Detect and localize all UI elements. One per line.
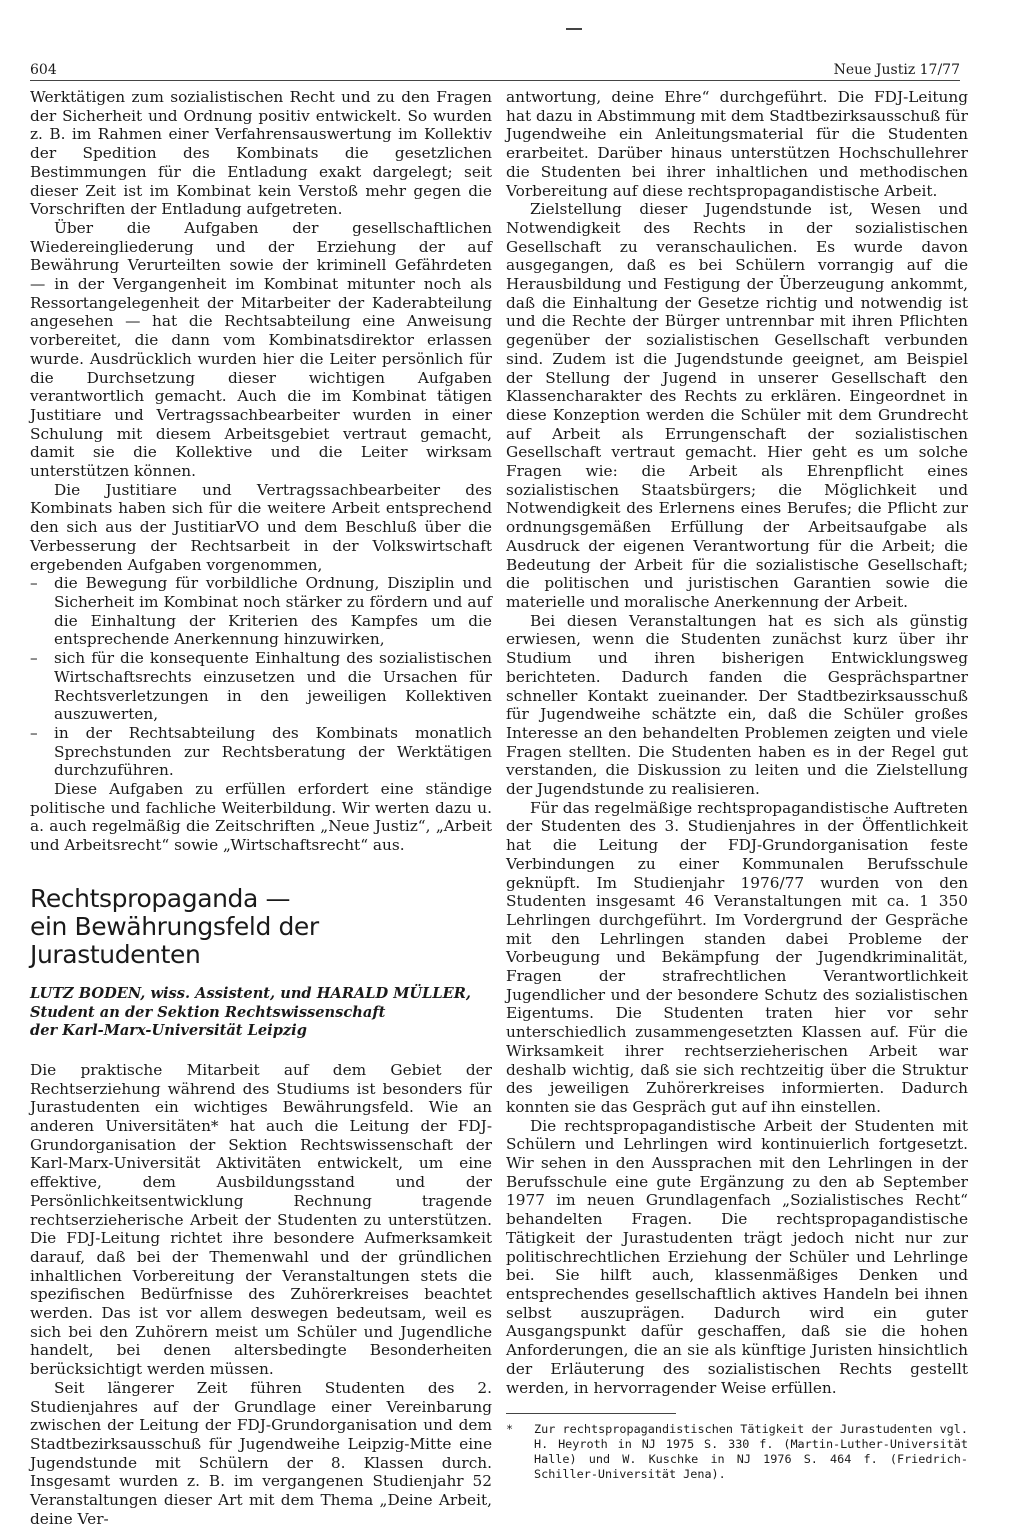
footnote [506,1422,968,1482]
footnote-rule [506,1413,676,1414]
page-header [30,62,960,82]
page-number: 604 [30,62,57,78]
paragraph: Zielstellung dieser Jugendstunde ist, Wesen und Notwendigkeit des Rechts in der sozialistischen Gesellschaft zu veranschaulichen. Es wurde davon ausgegangen, daß es bei Schülern vorrangig auf die Herausbildung und Festigung der Überzeugung ankommt, daß die Einhaltung der Gesetze richtig und notwendig ist und die Rechte der Bürger untrennbar mit ihren Pflichten gegenüber der sozialistischen Gesellschaft verbunden sind. Zudem ist die Jugendstunde geeignet, am Beispiel der Stellung der Jugend in unserer Gesellschaft den Klassencharakter des Rechts zu erklären. Eingeordnet in diese Konzeption werden die Schüler mit dem Grundrecht auf Arbeit als Errungenschaft der sozialistischen Gesellschaft vertraut gemacht. Hier geht es um solche Fragen wie: die Arbeit als Ehrenpflicht eines sozialistischen Staatsbürgers; die Möglichkeit und Notwendigkeit des Erlernens eines Berufes; die Pflicht zur ordnungsgemäßen Erfüllung der Arbeitsaufgabe als Ausdruck der eigenen Verantwortung für die Arbeit; die Bedeutung der Arbeit für die sozialistische Gesellschaft; die politischen und juristischen Garantien sowie die materielle und moralische Anerkennung der Arbeit. [506,200,968,611]
list-item-text: in der Rechtsabteilung des Kombinats monatlich Sprechstunden zur Rechtsberatung der Werktätigen durchzuführen. [54,723,492,780]
footnote-marker: * [506,1422,514,1437]
author-byline [30,985,492,1041]
list-item-text: die Bewegung für vorbildliche Ordnung, Disziplin und Sicherheit im Kombinat noch stärker zu fördern und auf die Einhaltung der Kriterien des Kampfes um die entsprechende Anerkennung hinzuwirken, [54,574,492,649]
paragraph: antwortung, deine Ehre“ durchgeführt. Die FDJ-Leitung hat dazu in Abstimmung mit dem Stadtbezirksausschuß für Jugendweihe ein Anleitungsmaterial für die Studenten erarbeitet. Darüber hinaus unterstützen Hochschullehrer die Studenten bei ihrer inhaltlichen und methodischen Vorbereitung auf diese rechtspropagandistische Arbeit. [506,88,968,200]
paragraph: Diese Aufgaben zu erfüllen erfordert eine ständige politische und fachliche Weiterbildung. Wir werten dazu u. a. auch regelmäßig die Zeitschriften „Neue Justiz“, „Arbeit und Arbeitsrecht“ sowie „Wirtschaftsrecht“ aus. [30,780,492,855]
list-item-text: sich für die konsequente Einhaltung des sozialistischen Wirtschaftsrechts einzusetzen und die Ursachen für Rechtsverletzungen in den jeweiligen Kollektiven auszuwerten, [54,649,492,724]
dash-bullet: – [30,723,38,742]
left-column [30,88,492,1529]
byline-line: Student an der Sektion Rechtswissenschaft [30,1003,386,1021]
article-headline [30,885,492,969]
paragraph: Bei diesen Veranstaltungen hat es sich als günstig erwiesen, wenn die Studenten zunächst kurz über ihr Studium und ihren bisherigen Entwicklungsweg berichteten. Dadurch fanden die Gesprächspartner schneller Kontakt zueinander. Der Stadtbezirksausschuß für Jugendweihe schätzte ein, daß die Schüler großes Interesse an den behandelten Problemen zeigten und viele Fragen stellten. Die Studenten haben es in der Regel gut verstanden, die Diskussion zu leiten und die Zielstellung der Jugendstunde zu realisieren. [506,611,968,799]
paragraph: Die Justitiare und Vertragssachbearbeiter des Kombinats haben sich für die weitere Arbeit entsprechend den sich aus der JustitiarVO und dem Beschluß über die Verbesserung der Rechtsarbeit in der Volkswirtschaft ergebenden Aufgaben vorgenommen, [30,480,492,574]
paragraph: Über die Aufgaben der gesellschaftlichen Wiedereingliederung und der Erziehung der auf Bewährung Verurteilten sowie der kriminell Gefährdeten — in der Vergangenheit im Kombinat mitunter noch als Ressortangelegenheit der Mitarbeiter der Kaderabteilung angesehen — hat die Rechtsabteilung eine Anweisung vorbereitet, die dann vom Kombinatsdirektor erlassen wurde. Ausdrücklich wurden hier die Leiter persönlich für die Durchsetzung dieser wichtigen Aufgaben verantwortlich gemacht. Auch die im Kombinat tätigen Justitiare und Vertragssachbearbeiter wurden in einer Schulung mit diesem Arbeitsgebiet vertraut gemacht, damit sie die Kollektive und die Leiter wirksam unterstützen können. [30,218,492,481]
dash-bullet: – [30,574,38,593]
journal-title: Neue Justiz 17/77 [833,62,960,78]
list-item [30,574,492,649]
headline-line: Rechtspropaganda — [30,883,291,913]
task-list [30,574,492,780]
paragraph: Für das regelmäßige rechtspropagandistische Auftreten der Studenten des 3. Studienjahres in der Öffentlichkeit hat die Leitung der FDJ-Grundorganisation feste Verbindungen zu einer Kommunalen Berufsschule geknüpft. Im Studienjahr 1976/77 wurden von den Studenten insgesamt 46 Veranstaltungen mit ca. 1 350 Lehrlingen durchgeführt. Im Vordergrund der Gespräche mit den Lehrlingen standen dabei Probleme der Vorbeugung und Bekämpfung der Jugendkriminalität, Fragen der strafrechtlichen Verantwortlichkeit Jugendlicher und der besondere Schutz des sozialistischen Eigentums. Die Studenten traten hier vor sehr unterschiedlich zusammengesetzten Klassen auf. Für die Wirksamkeit ihrer rechtserzieherischen Arbeit war deshalb wichtig, daß sie sich rechtzeitig über die Struktur des jeweiligen Zuhörerkreises informierten. Dadurch konnten sie das Gespräch gut auf ihn einstellen. [506,798,968,1116]
paragraph: Die praktische Mitarbeit auf dem Gebiet der Rechtserziehung während des Studiums ist besonders für Jurastudenten ein wichtiges Bewährungsfeld. Wie an anderen Universitäten* hat auch die Leitung der FDJ-Grundorganisation der Sektion Rechtswissenschaft der Karl-Marx-Universität Aktivitäten entwickelt, um eine effektive, dem Ausbildungsstand und der Persönlichkeitsentwicklung Rechnung tragende rechtserzieherische Arbeit der Studenten zu unterstützen. Die FDJ-Leitung richtet ihre besondere Aufmerksamkeit darauf, daß bei der Themenwahl und der gründlichen inhaltlichen Vorbereitung der Veranstaltungen stets die spezifischen Bedürfnisse des Zuhörerkreises beachtet werden. Das ist vor allem deswegen bedeutsam, weil es sich bei den Zuhörern meist um Schüler und Jugendliche handelt, bei denen altersbedingte Besonderheiten berücksichtigt werden müssen. [30,1060,492,1379]
top-mark [566,28,582,30]
paragraph: Seit längerer Zeit führen Studenten des 2. Studienjahres auf der Grundlage einer Vereinbarung zwischen der Leitung der FDJ-Grundorganisation und dem Stadtbezirksausschuß für Jugendweihe Leipzig-Mitte eine Jugendstunde mit Schülern der 8. Klassen durch. Insgesamt wurden z. B. im vergangenen Studienjahr 52 Veranstaltungen dieser Art mit dem Thema „Deine Arbeit, deine Ver- [30,1378,492,1528]
footnote-text: Zur rechtspropagandistischen Tätigkeit der Jurastudenten vgl. H. Heyroth in NJ 1975 S. 330 f. (Martin-Luther-Universität Halle) und W. Kuschke in NJ 1976 S. 464 f. (Friedrich-Schiller-Universität Jena). [534,1422,968,1482]
right-column [506,88,968,1482]
byline-line: der Karl-Marx-Universität Leipzig [30,1022,307,1040]
byline-line: LUTZ BODEN, wiss. Assistent, und HARALD MÜLLER, [30,984,472,1002]
list-item [30,724,492,780]
dash-bullet: – [30,649,38,668]
headline-line: ein Bewährungsfeld der Jurastudenten [30,911,319,969]
paragraph: Die rechtspropagandistische Arbeit der Studenten mit Schülern und Lehrlingen wird kontinuierlich fortgesetzt. Wir sehen in den Aussprachen mit den Lehrlingen in der Berufsschule eine gute Ergänzung zu den ab September 1977 im neuen Grundlagenfach „Sozialistisches Recht“ behandelten Fragen. Die rechtspropagandistische Tätigkeit der Jurastudenten trägt jedoch nicht nur zur politischrechtlichen Erziehung der Schüler und Lehrlinge bei. Sie hilft auch, klassenmäßiges Denken und entsprechendes gesellschaftlich aktives Handeln bei ihnen selbst auszuprägen. Dadurch wird ein guter Ausgangspunkt dafür geschaffen, daß sie die hohen Anforderungen, die an sie als künftige Juristen hinsichtlich der Erläuterung des sozialistischen Rechts gestellt werden, in hervorragender Weise erfüllen. [506,1116,968,1397]
header-rule [30,80,960,81]
paragraph: Werktätigen zum sozialistischen Recht und zu den Fragen der Sicherheit und Ordnung positiv entwickelt. So wurden z. B. im Rahmen einer Verfahrensauswertung im Kollektiv der Spedition des Kombinats die gesetzlichen Bestimmungen für die Entladung exakt dargelegt; seit dieser Zeit ist im Kombinat kein Verstoß mehr gegen die Vorschriften der Entladung aufgetreten. [30,88,492,219]
list-item [30,649,492,724]
